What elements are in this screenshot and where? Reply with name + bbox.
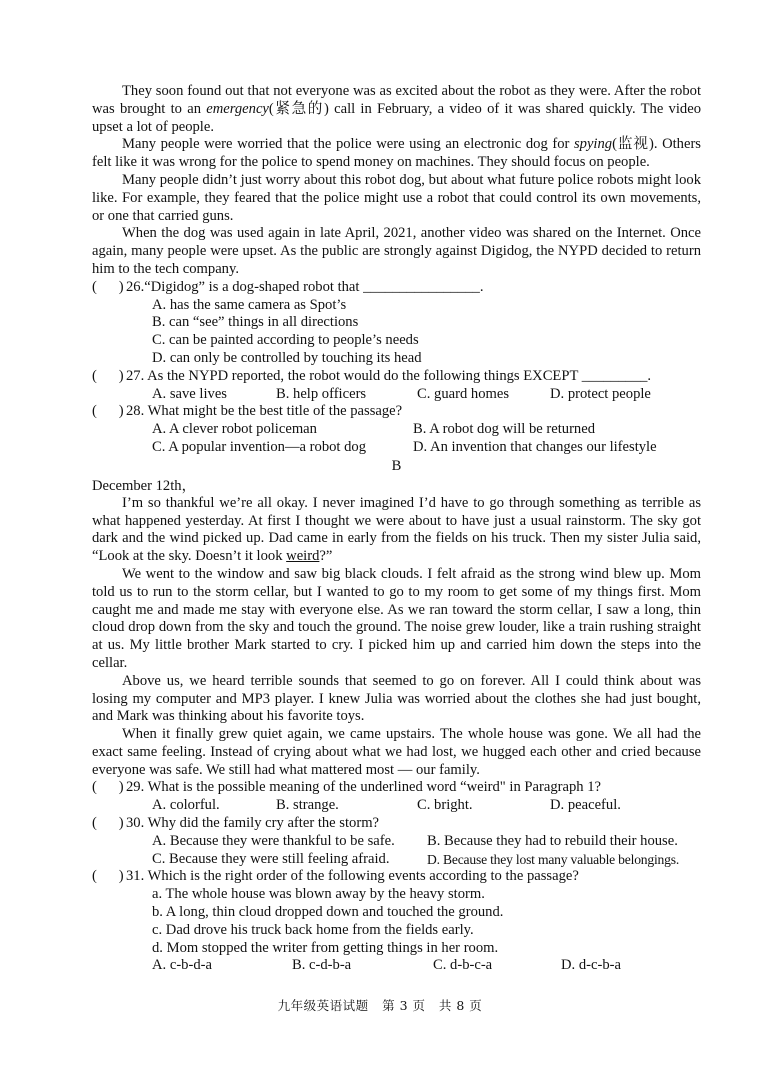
question-29 [92, 779, 701, 797]
answer-blank[interactable]: ( ) [92, 815, 124, 832]
answer-blank[interactable]: ( ) [92, 779, 124, 796]
question-31-events [92, 886, 701, 957]
answer-blank[interactable]: ( ) [92, 278, 124, 295]
underlined-word: weird [286, 548, 320, 565]
question-stem: 31. Which is the right order of the following events according to the passage? [126, 868, 579, 885]
question-28 [92, 403, 701, 421]
exam-page [92, 83, 701, 975]
question-26 [92, 279, 701, 297]
event-c: c. Dad drove his truck back home from the fields early. [152, 921, 474, 938]
question-stem: 28. What might be the best title of the passage? [126, 403, 403, 420]
option-c: C. bright. [417, 797, 473, 814]
option-b: B. Because they had to rebuild their house. [427, 832, 678, 849]
event-b: b. A long, thin cloud dropped down and touched the ground. [152, 904, 504, 921]
diary-date: December 12th， [92, 477, 197, 494]
passage-b-paragraph-1 [92, 495, 701, 566]
option-c: C. d-b-c-a [433, 957, 493, 974]
option-a: A. c-b-d-a [152, 957, 212, 974]
option-d: D. An invention that changes our lifestyle [413, 438, 657, 455]
option-b: B. c-d-b-a [292, 957, 352, 974]
question-stem: 27. As the NYPD reported, the robot would do the following things EXCEPT _________. [126, 367, 652, 384]
question-stem: 26.“Digidog” is a dog-shaped robot that ________________. [126, 278, 484, 295]
option-a: A. colorful. [152, 797, 220, 814]
option-d: D. can only be controlled by touching its head [152, 349, 422, 366]
passage-b-paragraph-3: Above us, we heard terrible sounds that seemed to go on forever. All I could think about was losing my computer and MP3 player. I knew Julia was worried about the clothes she had just bought, and Mark was thinking about his favorite toys. [92, 672, 701, 725]
text-span: They soon found out that not everyone was as excited about the robot as they were. After the robot was brought to an [92, 83, 701, 117]
option-b: B. strange. [276, 797, 339, 814]
text-span: Many people were worried that the police were using an electronic dog for [122, 136, 574, 153]
question-stem: 29. What is the possible meaning of the underlined word “weird" in Paragraph 1? [126, 779, 601, 796]
passage-a-paragraph-1 [92, 83, 701, 136]
option-a: A. Because they were thankful to be safe. [152, 832, 395, 849]
answer-blank[interactable]: ( ) [92, 367, 124, 384]
question-27 [92, 368, 701, 386]
option-d: D. peaceful. [550, 797, 621, 814]
answer-blank[interactable]: ( ) [92, 868, 124, 885]
option-c: C. can be painted according to people’s needs [152, 332, 419, 349]
question-28-options [92, 421, 701, 457]
question-26-options [92, 297, 701, 368]
passage-a-paragraph-2 [92, 136, 701, 172]
chinese-gloss: (监视) [612, 136, 654, 153]
passage-b-paragraph-2: We went to the window and saw big black clouds. I felt afraid as the strong wind blew up. Mom told us to run to the storm cellar, but I wanted to go to my room to get some of my things first. Mom caught me and made me stay with everyone else. As we ran toward the storm cellar, I saw a long, thin cloud drop down from the sky and touch the ground. The noise grew louder, like a train rushing straight at us. My little brother Mark started to cry. I picked him up and carried him down the steps into the cellar. [92, 565, 701, 671]
option-d: D. protect people [550, 385, 651, 402]
event-a: a. The whole house was blown away by the heavy storm. [152, 886, 485, 903]
event-d: d. Mom stopped the writer from getting things in her room. [152, 939, 499, 956]
question-30-options [92, 833, 701, 869]
option-c: C. guard homes [417, 385, 510, 402]
option-a: A. has the same camera as Spot’s [152, 296, 347, 313]
question-stem: 30. Why did the family cry after the storm? [126, 815, 380, 832]
question-29-options [92, 797, 701, 815]
question-31 [92, 868, 701, 886]
glossed-word: spying [573, 136, 613, 153]
text-span: ?” [319, 548, 333, 565]
option-b: B. A robot dog will be returned [413, 421, 595, 438]
section-heading-b: B [391, 457, 402, 474]
option-a: A. A clever robot policeman [152, 421, 317, 438]
passage-a-paragraph-3: Many people didn’t just worry about this robot dog, but about what future police robots might look like. For example, they feared that the police might use a robot that could control its own movements, or one that carried guns. [92, 171, 701, 224]
passage-b-paragraph-4: When it finally grew quiet again, we came upstairs. The whole house was gone. We all had the exact same feeling. Instead of crying about what we had lost, we hugged each other and cried because everyone was safe. We still had what mattered most — our family. [92, 726, 701, 778]
chinese-gloss: (紧急的) [268, 100, 329, 117]
option-a: A. save lives [152, 385, 227, 402]
text-span: . Others felt like it was wrong for the police to spend money on machines. They should focus on people. [92, 136, 701, 171]
text-span: I’m so thankful we’re all okay. I never imagined I’d have to go through something as terrible as what happened yesterday. At first I thought we were about to have just a usual rainstorm. The sky got dark and the wind picked up. Dad came in early from the fields on his truck. Then my sister Julia said, “Look at the sky. Doesn’t it look [92, 494, 701, 565]
option-b: B. can “see” things in all directions [152, 314, 359, 331]
option-d: D. d-c-b-a [561, 957, 621, 974]
question-27-options [92, 386, 701, 404]
option-d: D. Because they lost many valuable belongings. [427, 851, 680, 867]
passage-a-paragraph-4: When the dog was used again in late April, 2021, another video was shared on the Internet. Once again, many people were upset. As the public are strongly against Digidog, the NYPD decided to return him to the tech company. [92, 225, 701, 277]
question-30 [92, 815, 701, 833]
question-31-options [92, 957, 701, 975]
option-c: C. A popular invention—a robot dog [152, 438, 367, 455]
option-c: C. Because they were still feeling afraid. [152, 850, 390, 867]
answer-blank[interactable]: ( ) [92, 403, 124, 420]
option-b: B. help officers [276, 385, 367, 402]
page-footer: 九年级英语试题 第 3 页 共 8 页 [277, 998, 483, 1013]
text-span: call in February, a video of it was shared quickly. The video upset a lot of people. [92, 100, 701, 135]
glossed-word: emergency [206, 100, 269, 117]
